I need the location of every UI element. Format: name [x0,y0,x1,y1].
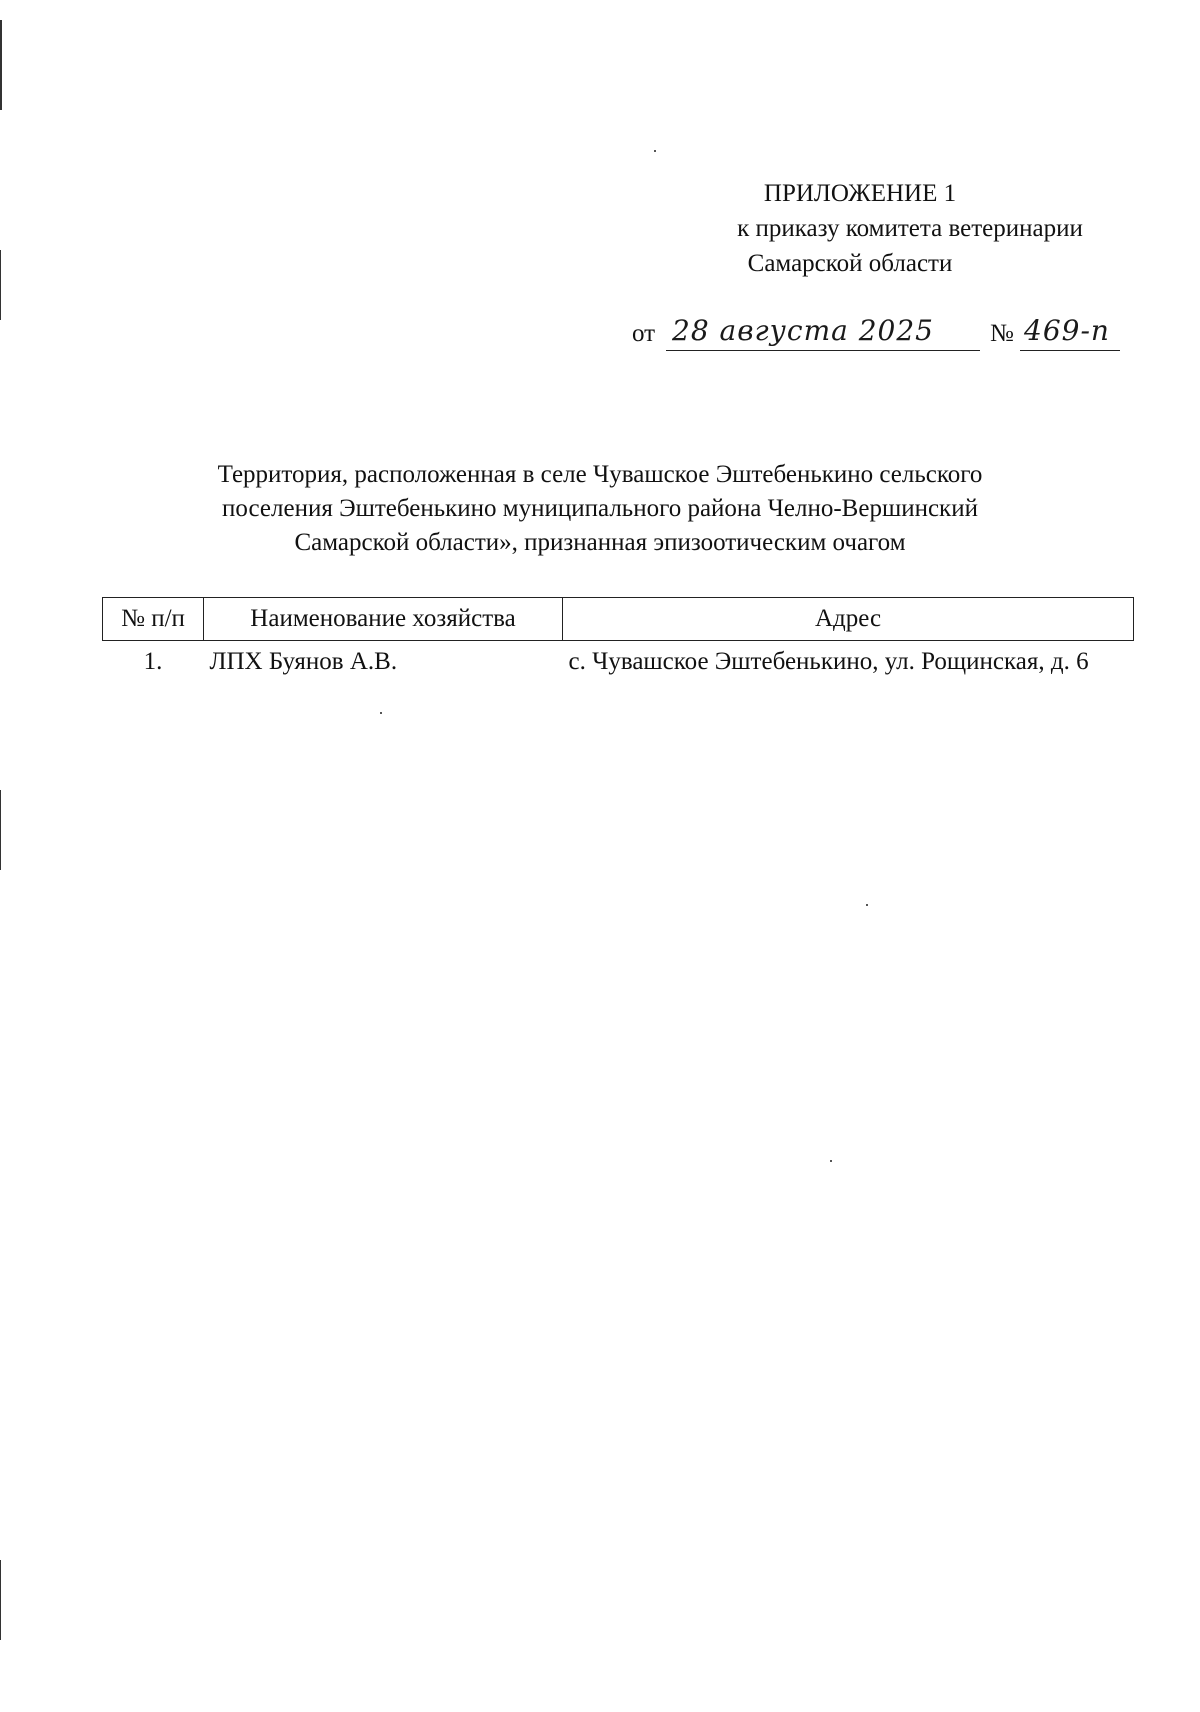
cell-address: с. Чувашское Эштебенькино, ул. Рощинская, д. 6 [568,648,1089,675]
scan-edge-mark [0,250,1,320]
document-title [190,458,1010,560]
document-title-line: Территория, расположенная в селе Чувашское Эштебенькино сельского [217,461,983,488]
column-header-farm-name: Наименование хозяйства [204,598,563,641]
cell-number: 1. [143,648,163,675]
column-header-number: № п/п [103,598,204,641]
farms-table [102,597,1134,679]
scan-edge-mark [0,790,1,870]
document-title-line: поселения Эштебенькино муниципального района Челно-Вершинский [222,495,978,522]
number-underline [1020,350,1120,351]
scan-speck [380,712,382,714]
appendix-title: ПРИЛОЖЕНИЕ 1 [763,180,957,207]
scan-speck [866,904,868,906]
scan-speck [830,1160,832,1162]
scan-edge-mark [0,20,2,110]
table-header-row [103,598,1134,641]
order-date-handwritten: 28 августа 2025 [672,314,934,347]
order-from-label: от [632,320,656,347]
order-number-handwritten: 469-п [1024,314,1110,347]
order-number-label: № [990,320,1014,347]
appendix-order-reference: к приказу комитета ветеринарии [737,215,1083,242]
date-underline [666,350,980,351]
table-row [103,641,1134,680]
column-header-address: Адрес [563,598,1134,641]
document-title-line: Самарской области», признанная эпизоотическим очагом [294,529,906,556]
scan-edge-mark [0,1560,1,1640]
appendix-region: Самарской области [747,250,953,277]
order-date-number-line [632,314,1152,358]
scan-speck [654,150,656,152]
cell-farm-name: ЛПХ Буянов А.В. [209,648,398,675]
